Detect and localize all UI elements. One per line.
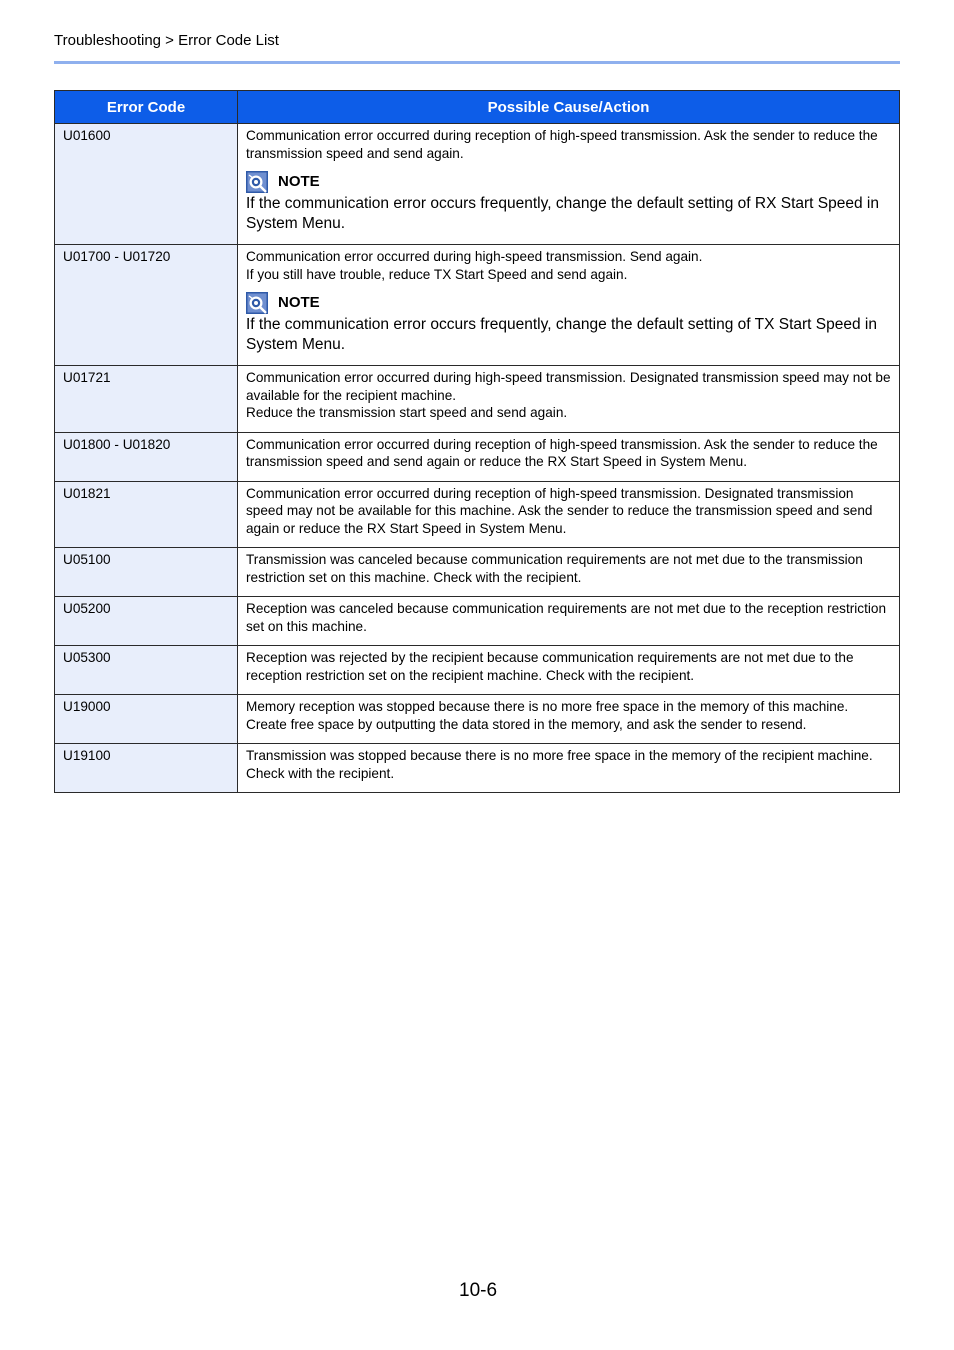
table-header-row: [55, 91, 900, 124]
note-label: NOTE: [278, 294, 320, 312]
table-row: [55, 548, 900, 597]
cause-text: Reception was canceled because communication requirements are not met due to the reception restriction set on this machine.: [246, 601, 887, 634]
table-row: [55, 744, 900, 793]
table-row: [55, 245, 900, 366]
error-code-cell: U01721: [55, 366, 238, 433]
possible-cause-cell: [238, 481, 900, 548]
table-row: [55, 695, 900, 744]
possible-cause-cell: [238, 124, 900, 245]
column-header-possible-cause: Possible Cause/Action: [238, 91, 900, 124]
note-label: NOTE: [278, 173, 320, 191]
table-row: [55, 124, 900, 245]
breadcrumb: Troubleshooting > Error Code List: [54, 32, 279, 49]
cause-text: Reception was rejected by the recipient because communication requirements are not met due to the reception restriction set on the recipient machine. Check with the recipient.: [246, 650, 854, 683]
possible-cause-cell: [238, 597, 900, 646]
possible-cause-cell: [238, 366, 900, 433]
error-code-cell: U01800 - U01820: [55, 432, 238, 481]
possible-cause-cell: [238, 548, 900, 597]
note-text: If the communication error occurs frequently, change the default setting of TX Start Speed in System Menu.: [246, 316, 877, 353]
error-code-cell: U01700 - U01720: [55, 245, 238, 366]
table-row: [55, 432, 900, 481]
note-heading: [246, 170, 891, 194]
possible-cause-cell: [238, 695, 900, 744]
error-code-cell: U05300: [55, 646, 238, 695]
possible-cause-cell: [238, 744, 900, 793]
error-code-cell: U05100: [55, 548, 238, 597]
cause-text: If you still have trouble, reduce TX Start Speed and send again.: [246, 266, 628, 282]
error-code-cell: U19000: [55, 695, 238, 744]
table-body: [55, 124, 900, 793]
table-row: [55, 481, 900, 548]
error-code-cell: U01600: [55, 124, 238, 245]
note-icon: [246, 292, 268, 314]
cause-text: Communication error occurred during reception of high-speed transmission. Ask the sender to reduce the transmission speed and send again or reduce the RX Start Speed in System Menu.: [246, 436, 878, 469]
note-icon: [246, 171, 268, 193]
header-rule: [54, 61, 900, 64]
cause-text: Reduce the transmission start speed and send again.: [246, 405, 568, 420]
table-row: [55, 597, 900, 646]
error-code-table: [54, 90, 900, 793]
table-row: [55, 366, 900, 433]
possible-cause-cell: [238, 245, 900, 366]
cause-text: Communication error occurred during reception of high-speed transmission. Designated transmission speed may not be available for this machine. Ask the sender to reduce the transmission speed and send again or reduce the RX Start Speed in System Menu.: [246, 485, 873, 536]
cause-text: Communication error occurred during reception of high-speed transmission. Ask the sender to reduce the transmission speed and send again.: [246, 128, 878, 161]
note-heading: [246, 291, 891, 315]
note-text: If the communication error occurs frequently, change the default setting of RX Start Speed in System Menu.: [246, 195, 879, 232]
error-code-cell: U01821: [55, 481, 238, 548]
cause-text: Transmission was canceled because communication requirements are not met due to the transmission restriction set on this machine. Check with the recipient.: [246, 552, 863, 585]
page-number: 10-6: [459, 1280, 498, 1301]
cause-text: Communication error occurred during high-speed transmission. Send again.: [246, 249, 703, 264]
cause-text: Transmission was stopped because there is no more free space in the memory of the recipient machine. Check with the recipient.: [246, 748, 873, 781]
column-header-error-code: Error Code: [55, 91, 238, 124]
possible-cause-cell: [238, 432, 900, 481]
error-code-cell: U05200: [55, 597, 238, 646]
table-row: [55, 646, 900, 695]
cause-text: Communication error occurred during high-speed transmission. Designated transmission speed may not be available for the recipient machine.: [246, 370, 891, 403]
error-code-cell: U19100: [55, 744, 238, 793]
cause-text: Memory reception was stopped because there is no more free space in the memory of this machine. Create free space by outputting the data stored in the memory, and ask the sender to resend.: [246, 699, 849, 732]
possible-cause-cell: [238, 646, 900, 695]
